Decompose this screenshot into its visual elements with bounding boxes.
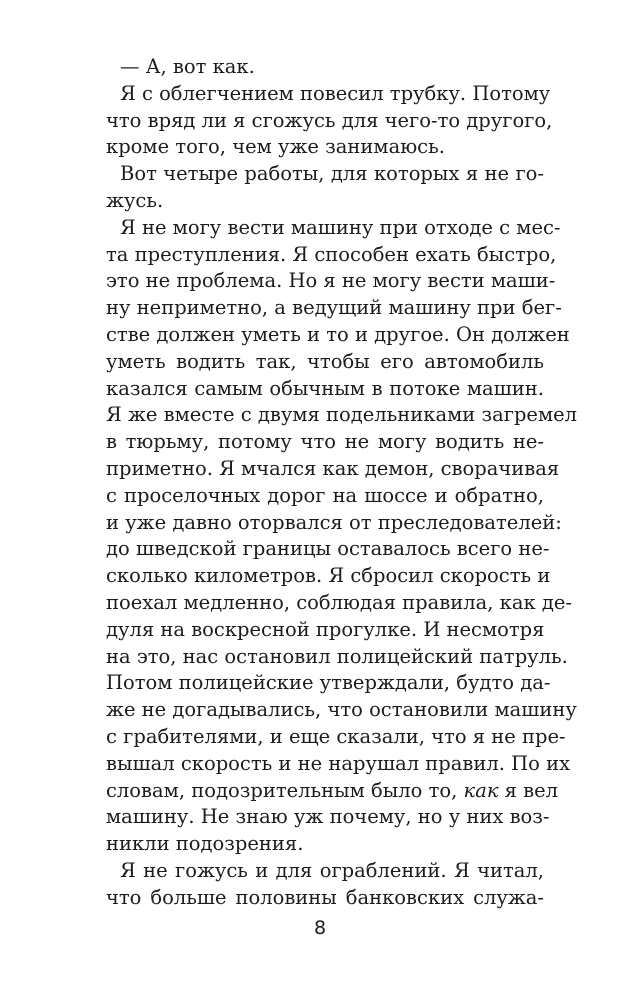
text-line: на это, нас остановил полицейский патруль. [106,644,568,668]
text-line: вышал скорость и не нарушал правил. По их [106,751,571,775]
text-line: Я не могу вести машину при отходе с мес- [120,215,561,239]
text-line: — А, вот как. [120,55,255,78]
text-line: же не догадывались, что остановили машину [106,698,577,722]
text-line: казался самым обычным в потоке машин. [106,376,544,400]
text-line: словам, подозрительным было то, как я вел [106,778,559,802]
text-line: что больше половины банковских служа- [106,885,544,909]
text-line: Я же вместе с двумя подельниками загремел [106,403,578,427]
text-line: никли подозрения. [106,832,304,856]
text-line: и уже давно оторвался от преследователей: [106,510,562,534]
emphasis-word: как [463,778,499,802]
text-line: это не проблема. Но я не могу вести маши- [106,269,556,293]
text-line: Потом полицейские утверждали, будто да- [106,671,551,695]
text-line: ну неприметно, а ведущий машину при бег- [106,296,562,320]
text-line: в тюрьму, потому что не могу водить не- [106,430,544,454]
text-line: до шведской границы оставалось всего не- [106,537,550,561]
text-line: кроме того, чем уже занимаюсь. [106,135,445,159]
page-number: 8 [313,917,327,939]
text-line: та преступления. Я способен ехать быстро, [106,242,557,266]
text-line: приметно. Я мчался как демон, сворачивая [106,456,560,480]
text-line: дуля на воскресной прогулке. И несмотря [106,617,545,641]
text-line: жусь. [106,188,164,212]
text-line: сколько километров. Я сбросил скорость и [106,564,551,588]
text-line: стве должен уметь и то и другое. Он должен [106,322,570,346]
text-line: машину. Не знаю уж почему, но у них воз- [106,805,550,829]
text-line: поехал медленно, соблюдая правила, как де- [106,590,572,614]
text-line: Вот четыре работы, для которых я не го- [120,162,544,186]
body-text [106,54,578,912]
text-line: что вряд ли я сгожусь для чего-то другого, [106,108,553,132]
text-line: с проселочных дорог на шоссе и обратно, [106,483,544,507]
text-line: Я не гожусь и для ограблений. Я читал, [120,858,544,882]
text-line: с грабителями, и еще сказали, что я не пре- [106,724,566,748]
text-line: уметь водить так, чтобы его автомобиль [106,349,544,373]
text-line: Я с облегчением повесил трубку. Потому [120,81,551,105]
